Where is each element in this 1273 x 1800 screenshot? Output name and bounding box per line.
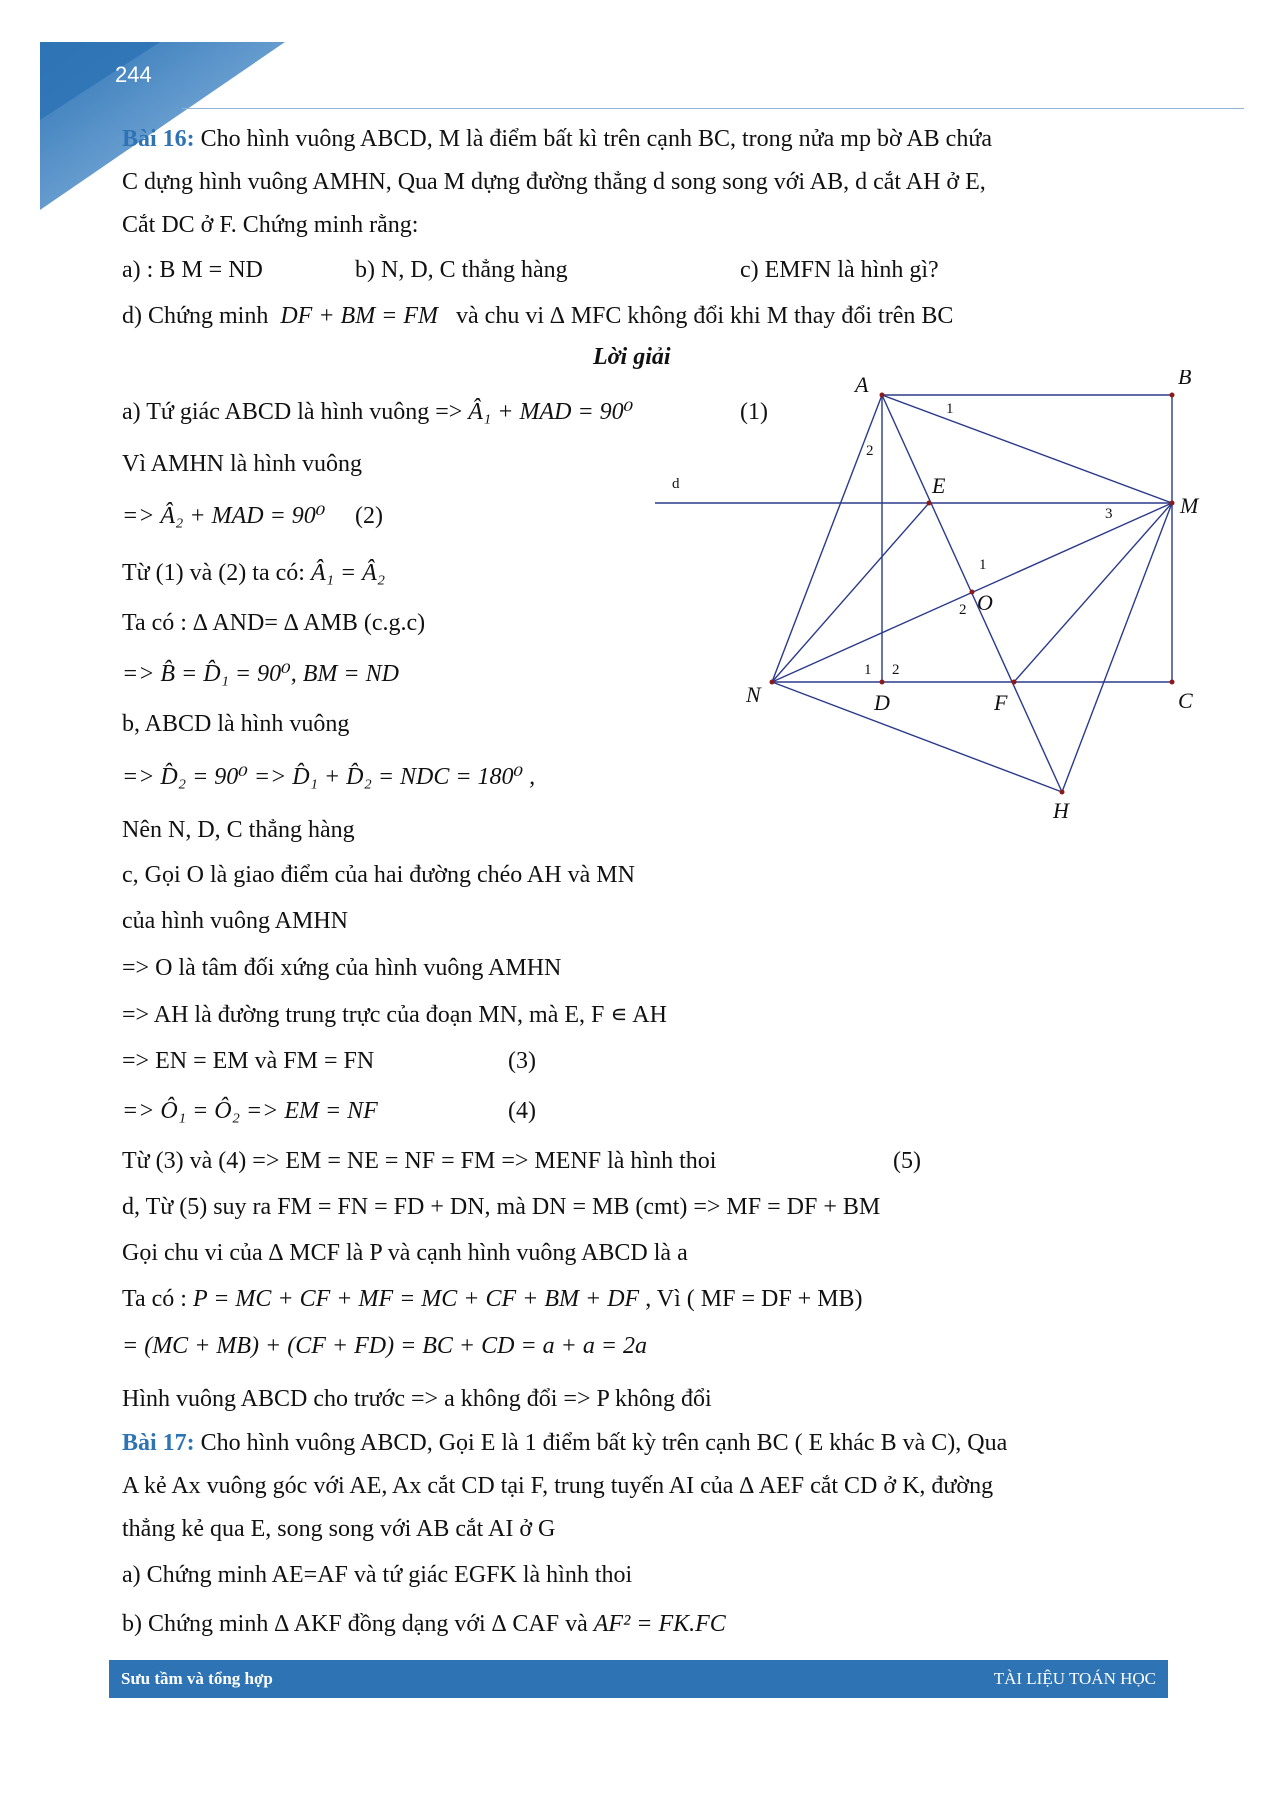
problem-17-line-3: thẳng kẻ qua E, song song với AB cắt AI ở G xyxy=(122,1516,556,1542)
label-B: B xyxy=(1178,370,1192,389)
solution-c-line-5: => EN = EM và FM = FN xyxy=(122,1048,375,1074)
point-A xyxy=(880,393,885,398)
footer-bar xyxy=(109,1660,1168,1698)
equation-number-1: (1) xyxy=(740,399,768,425)
solution-c-line-6: => Ô₁ = Ô₂ => EM = NF xyxy=(122,1098,378,1124)
label-C: C xyxy=(1178,688,1193,713)
solution-a-line-1: a) Tứ giác ABCD là hình vuông => Â₁ + MAD = 90⁰ xyxy=(122,399,634,425)
solution-c-line-4: => AH là đường trung trực của đoạn MN, mà E, F ∊ AH xyxy=(122,1002,667,1028)
geometry-figure xyxy=(650,370,1210,820)
solution-a-line-5: Ta có : ∆ AND= ∆ AMB (c.g.c) xyxy=(122,610,426,636)
point-F xyxy=(1012,680,1017,685)
problem-16-question-b: b) N, D, C thẳng hàng xyxy=(355,257,568,283)
header-rule xyxy=(182,108,1244,109)
figure-angle-labels xyxy=(672,401,1113,678)
solution-b-line-2: => D̂₂ = 90⁰ => D̂₁ + D̂₂ = NDC = 180⁰ , xyxy=(122,764,536,790)
equation-number-2: (2) xyxy=(355,503,383,529)
angle-label-O1: 1 xyxy=(979,557,987,573)
figure-lines xyxy=(655,395,1172,792)
solution-c-line-1: c, Gọi O là giao điểm của hai đường chéo AH và MN xyxy=(122,862,635,888)
problem-16-question-d: d) Chứng minh DF + BM = FM và chu vi ∆ MFC không đổi khi M thay đổi trên BC xyxy=(122,303,954,329)
point-N xyxy=(770,680,775,685)
equation-number-3: (3) xyxy=(508,1048,536,1074)
label-A: A xyxy=(855,372,869,397)
problem-16-line-2: C dựng hình vuông AMHN, Qua M dựng đường thẳng d song song với AB, d cắt AH ở E, xyxy=(122,169,986,195)
solution-c-line-3: => O là tâm đối xứng của hình vuông AMHN xyxy=(122,955,562,981)
solution-d-line-5: Hình vuông ABCD cho trước => a không đổi => P không đổi xyxy=(122,1386,712,1412)
problem-17-label: Bài 17: xyxy=(122,1430,195,1456)
problem-17-question-a: a) Chứng minh AE=AF và tứ giác EGFK là hình thoi xyxy=(122,1562,633,1588)
solution-d-line-2: Gọi chu vi của ∆ MCF là P và cạnh hình vuông ABCD là a xyxy=(122,1240,688,1266)
solution-c-line-2: của hình vuông AMHN xyxy=(122,908,348,934)
angle-label-A2: 2 xyxy=(866,443,874,459)
segment-AM xyxy=(882,395,1172,503)
angle-label-D2: 2 xyxy=(892,662,900,678)
segment-NA xyxy=(772,395,882,682)
solution-a-line-3: => Â₂ + MAD = 90⁰ xyxy=(122,503,326,529)
segment-NE xyxy=(772,503,929,682)
segment-HN xyxy=(772,682,1062,792)
problem-16-question-a: a) : B M = ND xyxy=(122,257,263,283)
segment-MH xyxy=(1062,503,1172,792)
label-E: E xyxy=(932,473,946,498)
point-E xyxy=(927,501,932,506)
solution-b-line-1: b, ABCD là hình vuông xyxy=(122,711,350,737)
footer-right-text: TÀI LIỆU TOÁN HỌC xyxy=(993,1669,1156,1688)
problem-16-line-3: Cắt DC ở F. Chứng minh rằng: xyxy=(122,212,419,238)
label-N: N xyxy=(746,682,761,707)
page-number: 244 xyxy=(115,62,152,87)
angle-label-D1: 1 xyxy=(864,662,872,678)
angle-label-O2: 2 xyxy=(959,602,967,618)
angle-label-A1: 1 xyxy=(946,401,954,417)
point-D xyxy=(880,680,885,685)
problem-17-line-2: A kẻ Ax vuông góc với AE, Ax cắt CD tại F, trung tuyến AI của ∆ AEF cắt CD ở K, đường xyxy=(122,1473,994,1499)
footer-left-text: Sưu tầm và tổng hợp xyxy=(121,1669,273,1688)
label-M: M xyxy=(1180,493,1199,518)
equation-number-5: (5) xyxy=(893,1148,921,1174)
problem-16-line-1: Bài 16: Cho hình vuông ABCD, M là điểm bất kì trên cạnh BC, trong nửa mp bờ AB chứa xyxy=(122,126,992,152)
label-D: D xyxy=(874,690,890,715)
solution-c-line-7: Từ (3) và (4) => EM = NE = NF = FM => MENF là hình thoi xyxy=(122,1148,717,1174)
figure-points xyxy=(770,393,1175,795)
angle-label-M3: 3 xyxy=(1105,506,1113,522)
point-H xyxy=(1060,790,1065,795)
solution-d-line-1: d, Từ (5) suy ra FM = FN = FD + DN, mà DN = MB (cmt) => MF = DF + BM xyxy=(122,1194,881,1220)
solution-a-line-6: => B̂ = D̂₁ = 90⁰, BM = ND xyxy=(122,661,399,687)
segment-MF xyxy=(1014,503,1172,682)
point-B xyxy=(1170,393,1175,398)
solution-d-line-3: Ta có : P = MC + CF + MF = MC + CF + BM + DF , Vì ( MF = DF + MB) xyxy=(122,1286,863,1312)
equation-number-4: (4) xyxy=(508,1098,536,1124)
label-F: F xyxy=(994,690,1008,715)
problem-17-line-1: Bài 17: Cho hình vuông ABCD, Gọi E là 1 điểm bất kỳ trên cạnh BC ( E khác B và C), Qua xyxy=(122,1430,1008,1456)
problem-16-label: Bài 16: xyxy=(122,126,195,152)
label-line-d: d xyxy=(672,476,680,492)
label-H: H xyxy=(1053,798,1069,820)
solution-a-line-2: Vì AMHN là hình vuông xyxy=(122,451,362,477)
point-M xyxy=(1170,501,1175,506)
point-C xyxy=(1170,680,1175,685)
solution-title: Lời giải xyxy=(593,344,671,370)
label-O: O xyxy=(977,590,993,615)
problem-17-question-b: b) Chứng minh ∆ AKF đồng dạng với ∆ CAF và AF² = FK.FC xyxy=(122,1611,726,1637)
solution-d-line-4: = (MC + MB) + (CF + FD) = BC + CD = a + a = 2a xyxy=(122,1333,648,1359)
point-O xyxy=(970,590,975,595)
solution-a-line-4: Từ (1) và (2) ta có: Â₁ = Â₂ xyxy=(122,560,386,586)
solution-b-line-3: Nên N, D, C thẳng hàng xyxy=(122,817,355,843)
problem-16-question-c: c) EMFN là hình gì? xyxy=(740,257,939,283)
